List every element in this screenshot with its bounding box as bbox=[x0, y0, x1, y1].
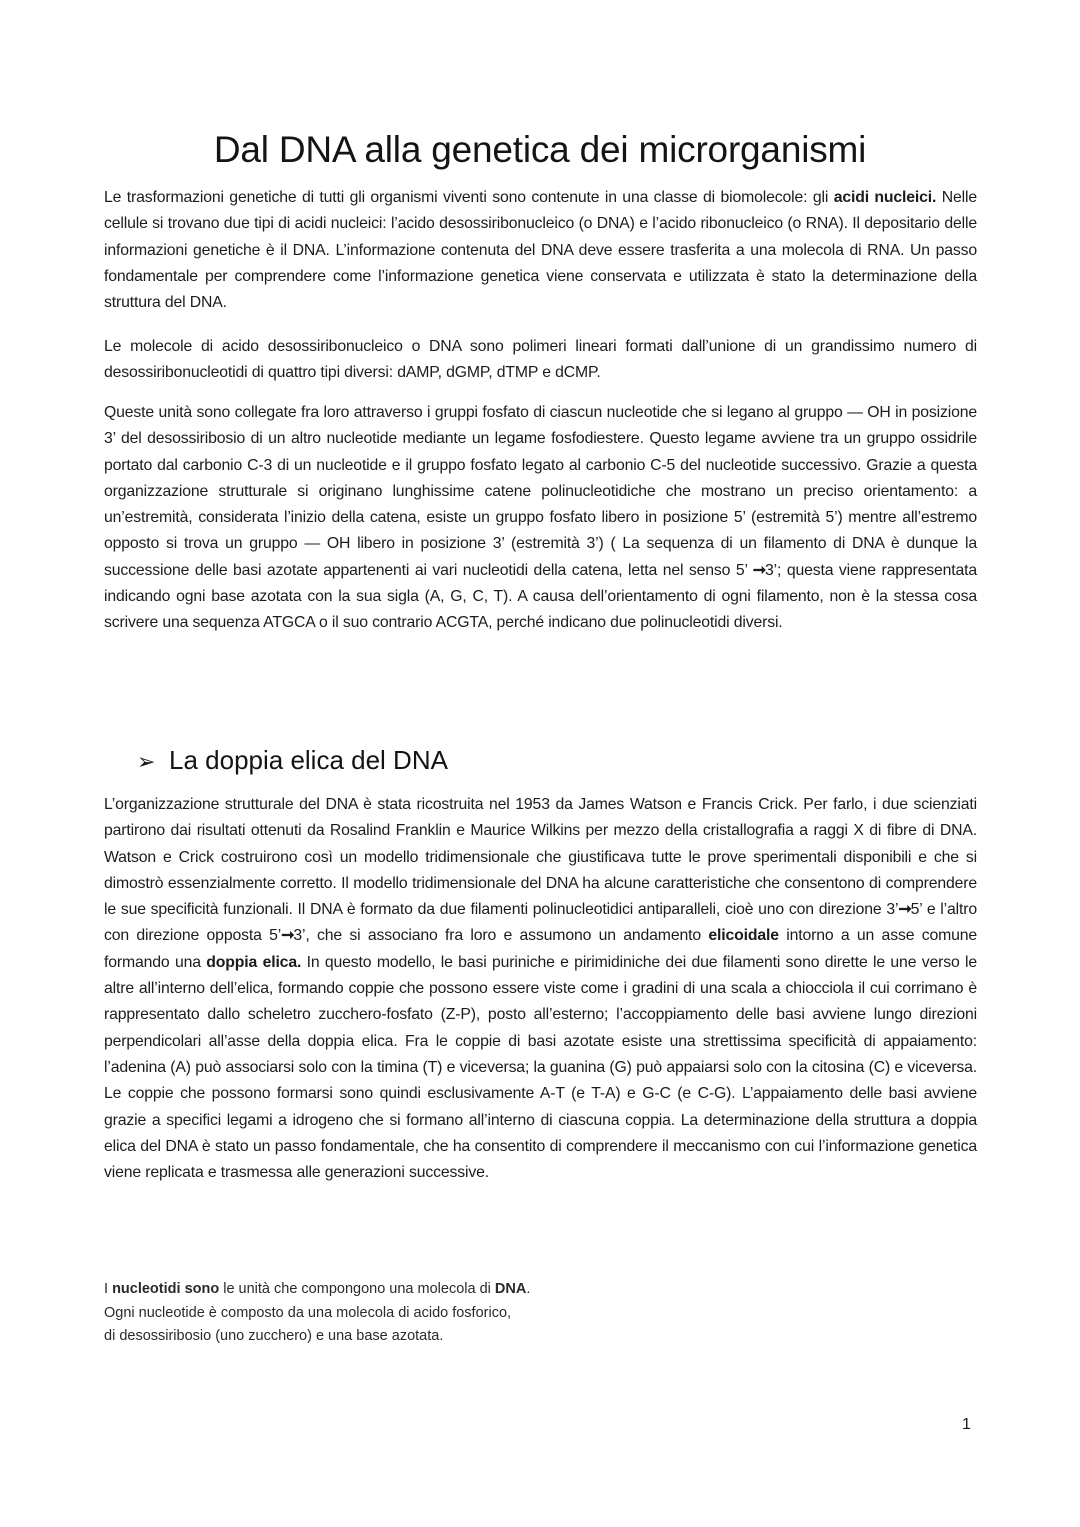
note-line-3: di desossiribosio (uno zucchero) e una base azotata. bbox=[104, 1328, 444, 1344]
paragraph-text: 3’; questa viene rappresentata indicando ogni base azotata con la sua sigla (A, G, C, T). A causa dell’orientamento di ogni filamento, non è la stessa cosa scrivere una sequenza ATGCA o il suo contrario ACGTA, perché indicano due polinucleotidi diversi. bbox=[104, 561, 977, 632]
paragraph-text: Le trasformazioni genetiche di tutti gli organismi viventi sono contenute in una classe di biomolecole: gli bbox=[104, 189, 834, 206]
note-text: le unità che compongono una molecola di bbox=[219, 1281, 495, 1297]
paragraph-phosphodiester-bonds bbox=[104, 400, 977, 637]
paragraph-text: intorno a un asse comune formando una bbox=[104, 927, 978, 971]
bold-term-nucleotidi: nucleotidi sono bbox=[112, 1281, 220, 1297]
paragraph-double-helix bbox=[104, 792, 977, 1186]
document-title: Dal DNA alla genetica dei microrganismi bbox=[213, 129, 867, 170]
paragraph-text: 3’, che si associano fra loro e assumono un andamento bbox=[293, 927, 709, 945]
bold-term-acidi-nucleici: acidi nucleici. bbox=[833, 189, 937, 206]
bold-term-dna: DNA bbox=[494, 1281, 527, 1297]
right-arrow-icon: ➞ bbox=[281, 927, 294, 945]
paragraph-text: L’organizzazione strutturale del DNA è stata ricostruita nel 1953 da James Watson e Francis Crick. Per farlo, i due scienziati partirono dai risultati ottenuti da Rosalind Franklin e Maurice Wilkins per mezzo della cristallografia a raggi X di fibre di DNA. Watson e Crick costruirono così un modello tridimensionale che giustificava tutte le prove sperimentali disponibili e che si dimostrò essenzialmente corretto. Il modello tridimensionale del DNA ha alcune caratteristiche che consentono di comprendere le sue specificità funzionali. Il DNA è formato da due filamenti polinucleotidici antiparalleli, cioè uno con direzione 3’ bbox=[104, 796, 977, 919]
right-arrow-icon: ➞ bbox=[898, 901, 911, 919]
paragraph-text: Queste unità sono collegate fra loro attraverso i gruppi fosfato di ciascun nucleotide che si legano al gruppo — OH in posizione 3’ del desossiribosio di un altro nucleotide mediante un legame fosfodiestere. Questo legame avviene tra un gruppo ossidrile portato dal carbonio C-3 di un nucleotide e il gruppo fosfato legato al carbonio C-5 del nucleotide successivo. Grazie a questa organizzazione strutturale si originano lunghissime catene polinucleotidiche che mostrano un preciso orientamento: a un’estremità, considerata l’inizio della catena, esiste un gruppo fosfato libero in posizione 5’ (estremità 5’) mentre all’estremo opposto si trova un gruppo — OH libero in posizione 3’ (estremità 3’) ( La sequenza di un filamento di DNA è dunque la successione delle basi azotate appartenenti ai vari nucleotidi della catena, letta nel senso 5’ bbox=[104, 404, 977, 579]
arrow-bullet-icon: ➢ bbox=[137, 749, 156, 774]
note-text: I bbox=[104, 1281, 113, 1297]
note-line-2: Ogni nucleotide è composto da una molecola di acido fosforico, bbox=[104, 1304, 512, 1321]
paragraph-text: In questo modello, le basi puriniche e pirimidiniche dei due filamenti sono dirette le une verso le altre all’interno dell’elica, formando coppie che possono essere viste come i gradini di una scala a chiocciola il cui corrimano è rappresentato dallo scheletro zucchero-fosfato (Z-P), posto all’esterno; l’accoppiamento delle basi avviene lungo direzioni perpendicolari all’asse della doppia elica. Fra le coppie di basi azotate esiste una strettissima specificità di appaiamento: l’adenina (A) può associarsi solo con la timina (T) e viceversa; la guanina (G) può appaiarsi solo con la citosina (C) e viceversa. Le coppie che possono formarsi sono quindi esclusivamente A-T (e T-A) e G-C (e C-G). L’appaiamento delle basi avviene grazie a specifici legami a idrogeno che si formano all’interno di ciascuna coppia. La determinazione della struttura a doppia elica del DNA è stato un passo fondamentale, che ha consentito di comprendere il meccanismo con cui l’informazione genetica viene replicata e trasmessa alle generazioni successive. bbox=[104, 953, 978, 1182]
note-text: . bbox=[526, 1281, 531, 1297]
bold-term-doppia-elica: doppia elica. bbox=[206, 953, 302, 971]
paragraph-intro bbox=[104, 185, 977, 316]
section-heading bbox=[137, 740, 448, 782]
nucleotide-note bbox=[104, 1278, 704, 1349]
paragraph-dna-polymers: Le molecole di acido desossiribonucleico o DNA sono polimeri lineari formati dall’unione di un grandissimo numero di desossiribonucleotidi di quattro tipi diversi: dAMP, dGMP, dTMP e dCMP. bbox=[104, 338, 977, 382]
page-number: 1 bbox=[962, 1416, 971, 1433]
right-arrow-icon: ➞ bbox=[752, 561, 766, 579]
note-line-1 bbox=[104, 1278, 704, 1302]
bold-term-elicoidale: elicoidale bbox=[708, 927, 779, 945]
paragraph-text: 5’ e l’altro con direzione opposta 5’ bbox=[104, 901, 977, 945]
paragraph-text: Nelle cellule si trovano due tipi di acidi nucleici: l’acido desossiribonucleico (o DNA) e l’acido ribonucleico (o RNA). Il depositario delle informazioni genetiche è il DNA. L’informazione contenuta del DNA deve essere trasferita a una molecola di RNA. Un passo fondamentale per comprendere come l’informazione genetica viene conservata e utilizzata è stato la determinazione della struttura del DNA. bbox=[104, 189, 977, 312]
section-heading-text: La doppia elica del DNA bbox=[169, 745, 448, 775]
